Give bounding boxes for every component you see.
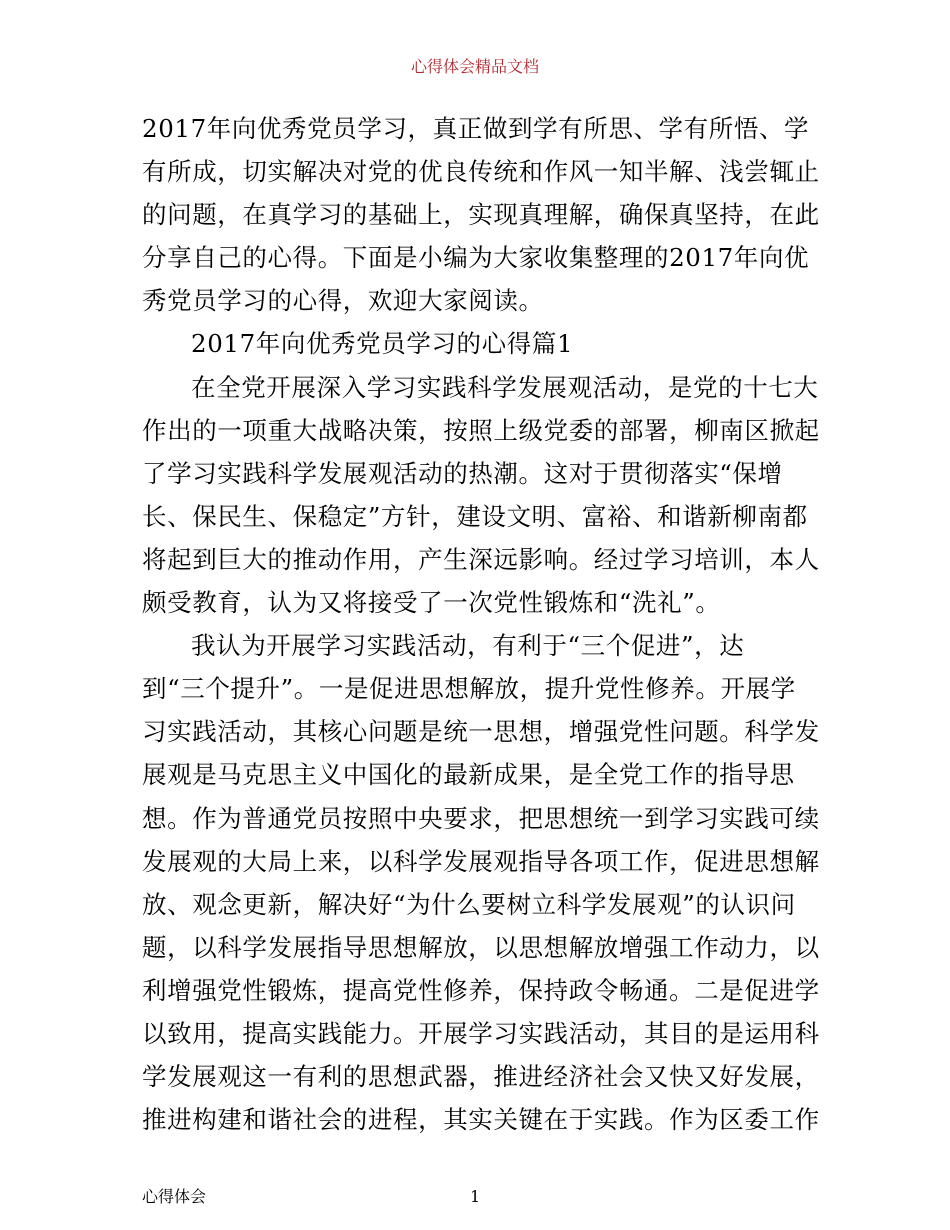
text-line: 推进构建和谐社会的进程，其实关键在于实践。作为区委工作 xyxy=(142,1105,820,1135)
text-line: 分享自己的心得。下面是小编为大家收集整理的2017年向优 xyxy=(142,243,810,273)
text-line: 在全党开展深入学习实践科学发展观活动，是党的十七大 xyxy=(191,372,819,402)
document-body xyxy=(142,107,820,1141)
text-line: 秀党员学习的心得，欢迎大家阅读。 xyxy=(142,286,544,316)
body-paragraph-1 xyxy=(142,366,820,625)
text-line: 放、观念更新，解决好“为什么要树立科学发展观”的认识问 xyxy=(142,889,796,919)
page-footer xyxy=(142,1186,814,1208)
footer-label: 心得体会 xyxy=(142,1187,207,1206)
text-line: 想。作为普通党员按照中央要求，把思想统一到学习实践可续 xyxy=(142,803,820,833)
text-line: 2017年向优秀党员学习，真正做到学有所思、学有所悟、学 xyxy=(142,114,810,143)
text-line: 有所成，切实解决对党的优良传统和作风一知半解、浅尝辄止 xyxy=(142,157,820,187)
page-header-title: 心得体会精品文档 xyxy=(410,57,539,76)
text-line: 将起到巨大的推动作用，产生深远影响。经过学习培训，本人 xyxy=(142,544,820,574)
text-line: 习实践活动，其核心问题是统一思想，增强党性问题。科学发 xyxy=(142,717,820,747)
text-line: 发展观的大局上来，以科学发展观指导各项工作，促进思想解 xyxy=(142,846,820,876)
text-line: 长、保民生、保稳定”方针，建设文明、富裕、和谐新柳南都 xyxy=(142,501,808,531)
page-number: 1 xyxy=(470,1187,481,1206)
text-line: 展观是马克思主义中国化的最新成果，是全党工作的指导思 xyxy=(142,760,795,790)
text-line: 了学习实践科学发展观活动的热潮。这对于贯彻落实“保增 xyxy=(142,458,783,488)
text-line: 到“三个提升”。一是促进思想解放，提升党性修养。开展学 xyxy=(142,674,796,704)
body-paragraph-2 xyxy=(142,624,820,1141)
section-heading xyxy=(142,322,814,365)
text-line: 作出的一项重大战略决策，按照上级党委的部署，柳南区掀起 xyxy=(142,415,820,445)
text-line: 颇受教育，认为又将接受了一次党性锻炼和“洗礼”。 xyxy=(142,588,721,618)
section-heading-text: 2017年向优秀党员学习的心得篇1 xyxy=(191,329,574,359)
text-line: 学发展观这一有利的思想武器，推进经济社会又快又好发展， xyxy=(142,1062,820,1092)
text-line: 的问题，在真学习的基础上，实现真理解，确保真坚持，在此 xyxy=(142,200,820,230)
text-line: 我认为开展学习实践活动，有利于“三个促进”，达 xyxy=(191,631,745,661)
text-line: 题，以科学发展指导思想解放，以思想解放增强工作动力，以 xyxy=(142,932,820,962)
text-line: 利增强党性锻炼，提高党性修养，保持政令畅通。二是促进学 xyxy=(142,975,820,1005)
text-line: 以致用，提高实践能力。开展学习实践活动，其目的是运用科 xyxy=(142,1018,820,1048)
intro-paragraph xyxy=(142,107,820,322)
